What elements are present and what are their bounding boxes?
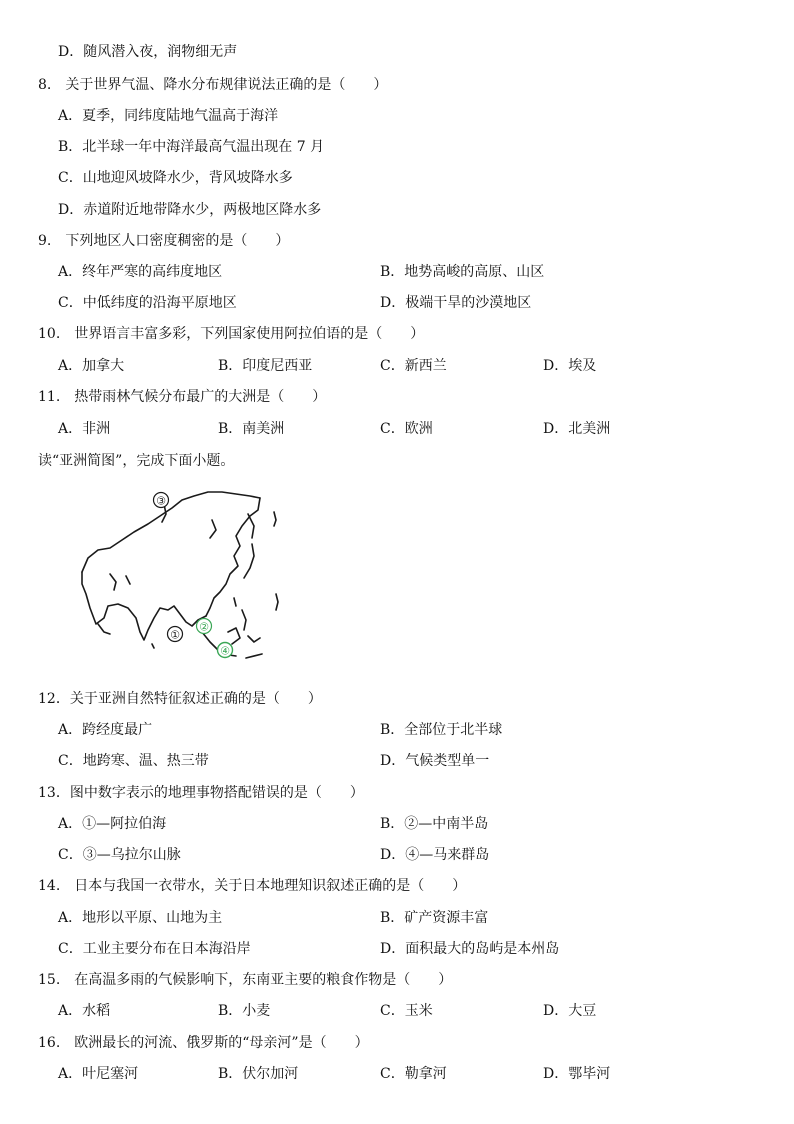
question-10: 10. 世界语言丰富多彩，下列国家使用阿拉伯语的是（ ）: [38, 326, 425, 342]
q10-option-b: B．印度尼西亚: [218, 358, 313, 374]
question-14: 14. 日本与我国一衣带水，关于日本地理知识叙述正确的是（ ）: [38, 878, 467, 894]
q8-option-a: A．夏季，同纬度陆地气温高于海洋: [58, 108, 279, 124]
q11-option-c: C．欧洲: [380, 421, 433, 437]
q15-option-b: B．小麦: [218, 1003, 271, 1019]
q12-option-c: C．地跨寒、温、热三带: [58, 753, 209, 769]
q16-option-b: B．伏尔加河: [218, 1066, 299, 1082]
q14-option-c: C．工业主要分布在日本海沿岸: [58, 941, 251, 957]
q14-option-b: B．矿产资源丰富: [380, 910, 489, 926]
q16-option-a: A．叶尼塞河: [58, 1066, 139, 1082]
q10-option-d: D．埃及: [543, 358, 597, 374]
q13-option-a: A．①—阿拉伯海: [58, 816, 167, 832]
q12-option-d: D．气候类型单一: [380, 753, 490, 769]
q9-option-a: A．终年严寒的高纬度地区: [58, 264, 223, 280]
question-8: 8. 关于世界气温、降水分布规律说法正确的是（ ）: [38, 77, 388, 93]
question-15: 15. 在高温多雨的气候影响下，东南亚主要的粮食作物是（ ）: [38, 972, 453, 988]
q11-option-a: A．非洲: [58, 421, 111, 437]
map-label-2: [197, 619, 212, 634]
question-9: 9. 下列地区人口密度稠密的是（ ）: [38, 233, 290, 249]
q15-option-a: A．水稻: [58, 1003, 111, 1019]
question-12: 12．关于亚洲自然特征叙述正确的是（ ）: [38, 691, 322, 707]
q9-option-c: C．中低纬度的沿海平原地区: [58, 295, 237, 311]
q15-option-c: C．玉米: [380, 1003, 433, 1019]
q12-option-a: A．跨经度最广: [58, 722, 153, 738]
q8-option-b: B．北半球一年中海洋最高气温出现在 7 月: [58, 139, 325, 155]
q8-option-d: D．赤道附近地带降水少，两极地区降水多: [58, 202, 322, 218]
svg-text:④: ④: [220, 644, 230, 658]
map-label-4: [218, 643, 233, 658]
q9-option-b: B．地势高峻的高原、山区: [380, 264, 545, 280]
q11-option-d: D．北美洲: [543, 421, 611, 437]
svg-text:①: ①: [170, 628, 180, 642]
q16-option-c: C．勒拿河: [380, 1066, 447, 1082]
q9-option-d: D．极端干旱的沙漠地区: [380, 295, 532, 311]
question-11: 11. 热带雨林气候分布最广的大洲是（ ）: [38, 389, 327, 405]
map-intro: 读“亚洲简图”，完成下面小题。: [38, 453, 235, 469]
q13-option-b: B．②—中南半岛: [380, 816, 489, 832]
q14-option-d: D．面积最大的岛屿是本州岛: [380, 941, 560, 957]
q16-option-d: D．鄂毕河: [543, 1066, 611, 1082]
q7-option-d: D．随风潜入夜，润物细无声: [58, 44, 238, 60]
svg-text:③: ③: [156, 494, 166, 508]
map-label-3: [154, 493, 169, 508]
q13-option-d: D．④—马来群岛: [380, 847, 490, 863]
q15-option-d: D．大豆: [543, 1003, 597, 1019]
question-16: 16. 欧洲最长的河流、俄罗斯的“母亲河”是（ ）: [38, 1035, 369, 1051]
q8-option-c: C．山地迎风坡降水少，背风坡降水多: [58, 170, 293, 186]
q11-option-b: B．南美洲: [218, 421, 285, 437]
q13-option-c: C．③—乌拉尔山脉: [58, 847, 181, 863]
q10-option-c: C．新西兰: [380, 358, 447, 374]
map-label-1: [168, 627, 183, 642]
svg-text:②: ②: [199, 620, 209, 634]
asia-sketch-map: [64, 486, 296, 672]
q10-option-a: A．加拿大: [58, 358, 125, 374]
q12-option-b: B．全部位于北半球: [380, 722, 503, 738]
q14-option-a: A．地形以平原、山地为主: [58, 910, 223, 926]
question-13: 13．图中数字表示的地理事物搭配错误的是（ ）: [38, 785, 364, 801]
